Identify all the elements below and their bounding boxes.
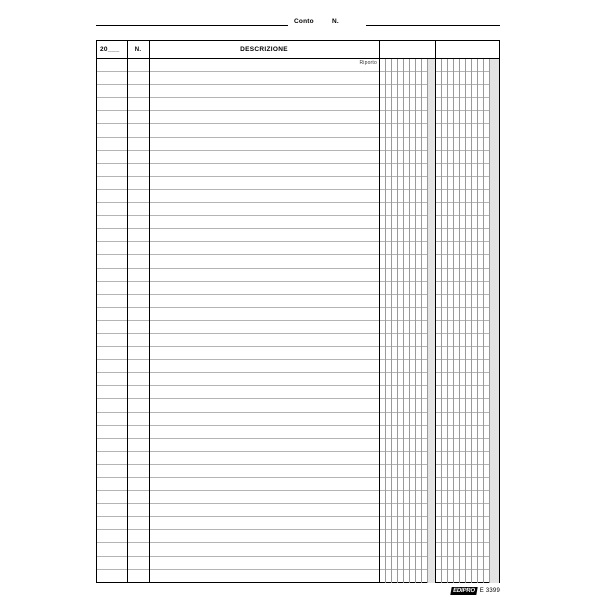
- table-row[interactable]: [97, 452, 499, 465]
- table-row[interactable]: [97, 151, 499, 164]
- table-row[interactable]: [97, 465, 499, 478]
- table-row[interactable]: [97, 504, 499, 517]
- table-row[interactable]: [97, 413, 499, 426]
- table-row[interactable]: [97, 255, 499, 268]
- table-row[interactable]: [97, 59, 499, 72]
- table-row[interactable]: [97, 138, 499, 151]
- table-row[interactable]: [97, 124, 499, 137]
- table-row[interactable]: [97, 177, 499, 190]
- table-row[interactable]: [97, 334, 499, 347]
- table-header-row: [97, 41, 499, 59]
- table-row[interactable]: [97, 517, 499, 530]
- table-row[interactable]: [97, 426, 499, 439]
- table-row[interactable]: [97, 386, 499, 399]
- table-body: [97, 59, 499, 583]
- table-row[interactable]: [97, 570, 499, 583]
- table-row[interactable]: [97, 85, 499, 98]
- table-row[interactable]: [97, 98, 499, 111]
- table-row[interactable]: [97, 478, 499, 491]
- table-row[interactable]: [97, 530, 499, 543]
- document-header: [96, 10, 500, 28]
- table-row[interactable]: [97, 72, 499, 85]
- column-header-year: 20___: [100, 46, 120, 53]
- table-row[interactable]: [97, 282, 499, 295]
- column-header-description: DESCRIZIONE: [240, 46, 288, 53]
- riporto-note: Riporto: [359, 60, 377, 66]
- table-row[interactable]: [97, 308, 499, 321]
- column-header-amount-1: [379, 41, 435, 58]
- table-row[interactable]: [97, 399, 499, 412]
- table-rows-container: [97, 59, 499, 583]
- column-header-number: N.: [134, 46, 142, 53]
- brand-logo: EDIPRO: [450, 587, 477, 595]
- table-row[interactable]: [97, 295, 499, 308]
- table-row[interactable]: [97, 439, 499, 452]
- conto-number-label: N.: [332, 18, 339, 25]
- table-row[interactable]: [97, 347, 499, 360]
- table-row[interactable]: [97, 242, 499, 255]
- publisher-footer: [400, 586, 500, 596]
- table-row[interactable]: [97, 164, 499, 177]
- table-row[interactable]: [97, 111, 499, 124]
- table-row[interactable]: [97, 269, 499, 282]
- conto-label: Conto: [294, 18, 314, 25]
- table-row[interactable]: [97, 203, 499, 216]
- table-row[interactable]: [97, 229, 499, 242]
- table-row[interactable]: [97, 360, 499, 373]
- conto-write-line: [96, 25, 288, 26]
- ledger-table: [96, 40, 500, 583]
- table-row[interactable]: [97, 216, 499, 229]
- product-code: E 3399: [479, 588, 500, 594]
- table-row[interactable]: [97, 373, 499, 386]
- table-row[interactable]: [97, 557, 499, 570]
- table-row[interactable]: [97, 321, 499, 334]
- conto-number-write-line: [366, 25, 500, 26]
- table-row[interactable]: [97, 543, 499, 556]
- table-row[interactable]: [97, 190, 499, 203]
- column-header-amount-2: [435, 41, 499, 58]
- table-row[interactable]: [97, 491, 499, 504]
